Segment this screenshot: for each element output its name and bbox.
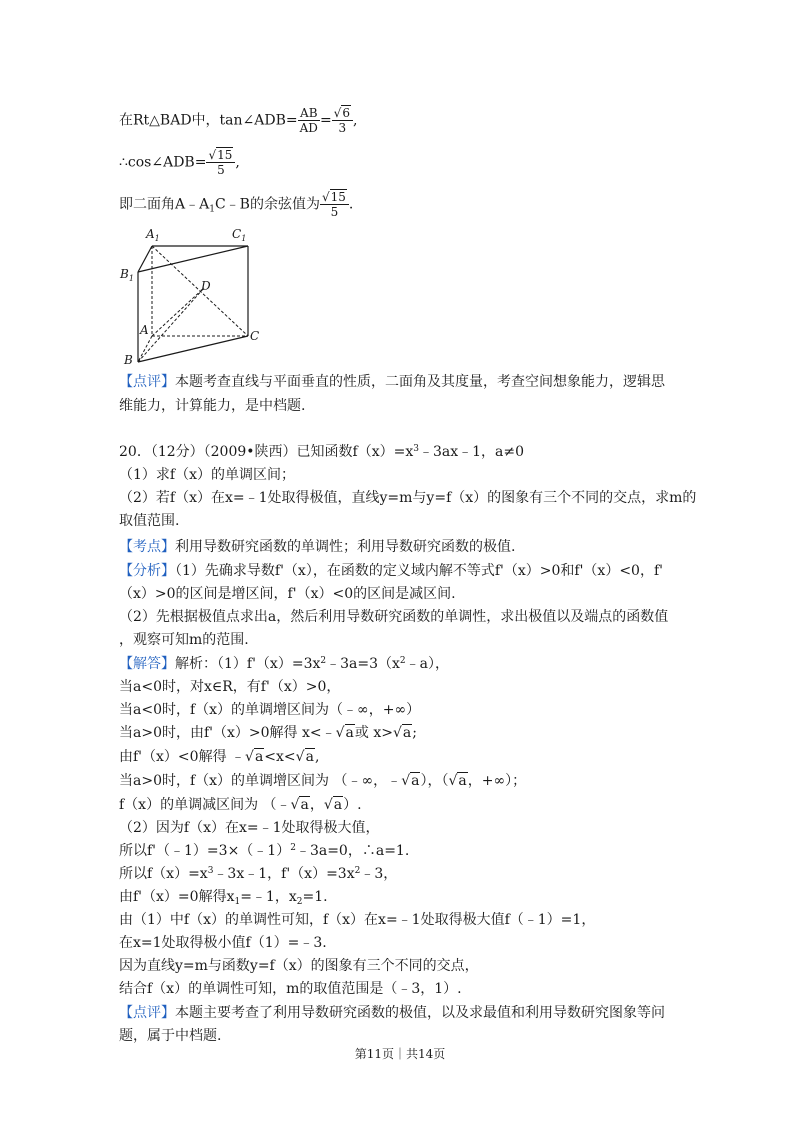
prism-figure — [112, 222, 272, 367]
text: 当a>0时，f（x）的单调增区间为 （﹣∞，﹣ — [119, 773, 402, 789]
text: =1. — [302, 889, 328, 905]
text: 即二面角A﹣A — [119, 196, 210, 213]
radicand: 15 — [217, 148, 233, 162]
denominator: AD — [299, 121, 318, 135]
label-c1: $C_1$ — [232, 227, 247, 243]
text: 本题主要考查了利用导数研究函数的极值，以及求最值和利用导数研究图象等问 — [175, 1005, 665, 1021]
text: , — [314, 749, 320, 765]
superscript: 2 — [399, 656, 406, 666]
text: ﹣3a=3（x — [326, 656, 400, 672]
text: ; — [412, 725, 417, 741]
fenxi-line: ，观察可知m的范围. — [119, 632, 249, 648]
subscript: 1 — [209, 204, 215, 215]
kaodian-line — [119, 537, 515, 557]
fenxi-tag: 【分析】 — [119, 563, 175, 579]
text: ，+∞）； — [467, 773, 527, 789]
radicand: a — [254, 749, 264, 765]
fenxi-line: （2）先根据极值点求出a，然后利用导数研究函数的单调性，求出极值以及端点的函数值 — [119, 609, 669, 625]
text: ），（ — [420, 773, 449, 789]
text-line — [119, 190, 353, 219]
text: ∴cos∠ADB= — [119, 154, 207, 171]
superscript: 2 — [354, 866, 361, 876]
text: 利用导数研究函数的单调性；利用导数研究函数的极值. — [175, 539, 516, 555]
superscript: 3 — [207, 866, 214, 876]
question-part: 取值范围. — [119, 513, 180, 529]
radicand: a — [402, 725, 412, 741]
comment-tag: 【点评】 — [119, 374, 175, 390]
radicand: a — [458, 773, 467, 789]
text: , — [352, 112, 358, 129]
jieda-line: 由f'（x）<0解得 ﹣√a<x<√a, — [119, 749, 320, 765]
text: 当a>0时，由f'（x）>0解得 x<﹣ — [119, 725, 336, 741]
text: = — [319, 112, 332, 129]
text: ， — [309, 797, 324, 813]
jieda-line — [119, 887, 328, 907]
text: 20．（12分）（2009•陕西）已知函数f（x）=x — [119, 444, 414, 460]
radicand: a — [305, 749, 314, 765]
question-part: （1）求f（x）的单调区间； — [119, 467, 295, 483]
diag-a1-c — [152, 246, 248, 336]
radicand: 6 — [342, 106, 350, 120]
subscript: 1 — [234, 897, 241, 907]
text: ﹣3a=0，∴a=1. — [295, 843, 410, 859]
radicand: a — [300, 797, 309, 813]
jieda-tag: 【解答】 — [119, 656, 175, 672]
question-part: （2）若f（x）在x=﹣1处取得极值，直线y=m与y=f（x）的图象有三个不同的交点，求m的 — [119, 490, 697, 506]
fraction: $\frac{√15}{5}$ — [320, 190, 349, 219]
subscript: 2 — [296, 897, 303, 907]
jieda-line: 当a<0时，对x∈R，有f'（x）>0， — [119, 679, 341, 695]
radicand: a — [345, 725, 354, 741]
label-b: B — [124, 353, 133, 367]
text: 由f'（x）<0解得 ﹣ — [119, 749, 246, 765]
label-b1: $B_1$ — [120, 267, 134, 283]
text: 或 x> — [354, 725, 393, 741]
text: ﹣3ax﹣1，a≠0 — [418, 444, 524, 460]
text: 维能力，计算能力，是中档题. — [119, 398, 306, 414]
fenxi-line — [119, 561, 663, 581]
fenxi-line: （x）>0的区间是增区间，f'（x）<0的区间是减区间. — [119, 586, 456, 602]
radicand: a — [333, 797, 343, 813]
radicand: 15 — [330, 190, 346, 204]
superscript: 2 — [290, 843, 296, 853]
jieda-line: 由（1）中f（x）的单调性可知，f（x）在x=﹣1处取得极大值f（﹣1）=1， — [119, 912, 596, 928]
denominator: 3 — [338, 121, 347, 135]
edge-a1-b1 — [138, 246, 152, 272]
denominator: 5 — [217, 163, 225, 177]
jieda-line: 当a>0时，f（x）的单调增区间为 （﹣∞，﹣√a），（√a，+∞）； — [119, 773, 527, 789]
text: （1）先确求导数f'（x），在函数的定义域内解不等式f'（x）>0和f'（x）<0，f' — [175, 563, 663, 579]
superscript: 3 — [413, 444, 419, 454]
text: ）. — [343, 797, 362, 813]
jieda-line: 在x=1处取得极小值f（1）=﹣3. — [119, 935, 327, 951]
text-line — [119, 106, 357, 135]
text: <x< — [264, 749, 296, 765]
jieda-line: 当a<0时，f（x）的单调增区间为（﹣∞，+∞） — [119, 702, 421, 718]
comment-line — [119, 396, 305, 416]
line-a-d — [152, 288, 204, 336]
page-footer: 第11页｜共14页 — [354, 1047, 446, 1061]
text: ﹣3x﹣1，f'（x）=3x — [213, 866, 355, 882]
label-a: A — [140, 323, 149, 337]
kaodian-tag: 【考点】 — [119, 539, 175, 555]
jieda-line: 结合f（x）的单调性可知，m的取值范围是（﹣3，1）. — [119, 981, 462, 997]
text: 本题考查直线与平面垂直的性质，二面角及其度量，考查空间想象能力，逻辑思 — [175, 374, 665, 390]
text: C﹣B的余弦值为 — [214, 196, 320, 213]
jieda-line: f（x）的单调减区间为 （﹣√a，√a）. — [119, 797, 362, 813]
denominator: 5 — [330, 205, 339, 219]
text: ﹣3， — [360, 866, 398, 882]
edge-b-c — [138, 336, 248, 362]
text: ﹣a）， — [405, 656, 449, 672]
label-d: D — [201, 279, 211, 293]
text: , — [235, 154, 240, 171]
text: 解析：（1）f'（x）=3x — [175, 656, 321, 672]
text: 由f'（x）=0解得x — [119, 889, 235, 905]
text-line — [119, 148, 240, 177]
jieda-line — [119, 654, 449, 674]
text: =﹣1，x — [240, 889, 297, 905]
comment-line — [119, 372, 665, 392]
comment-line — [119, 1003, 665, 1023]
comment-tag: 【点评】 — [119, 1005, 175, 1021]
jieda-line: 因为直线y=m与函数y=f（x）的图象有三个不同的交点， — [119, 958, 479, 974]
text: 所以f（x）=x — [119, 866, 208, 882]
text: f（x）的单调减区间为 （﹣ — [119, 797, 291, 813]
label-a1: $A_1$ — [146, 227, 160, 243]
jieda-line: （2）因为f（x）在x=﹣1处取得极大值， — [119, 820, 380, 836]
label-c: C — [250, 329, 260, 343]
fraction: $\frac{√15}{5}$ — [206, 148, 235, 177]
comment-line: 题，属于中档题. — [119, 1028, 222, 1044]
edge-b1-c1 — [138, 246, 248, 272]
numerator: AB — [298, 106, 320, 121]
jieda-line: 当a>0时，由f'（x）>0解得 x<﹣√a或 x>√a; — [119, 725, 417, 741]
question-heading — [119, 442, 524, 462]
jieda-line — [119, 841, 409, 861]
fraction: $\frac{√6}{3}$ — [332, 106, 353, 135]
jieda-line — [119, 864, 397, 884]
text: 在Rt△BAD中，tan∠ADB= — [119, 112, 298, 129]
radicand: a — [411, 773, 420, 789]
text: 所以f'（﹣1）=3×（﹣1） — [119, 843, 291, 859]
text: . — [348, 196, 354, 213]
superscript: 2 — [320, 656, 327, 666]
fraction — [298, 106, 320, 135]
